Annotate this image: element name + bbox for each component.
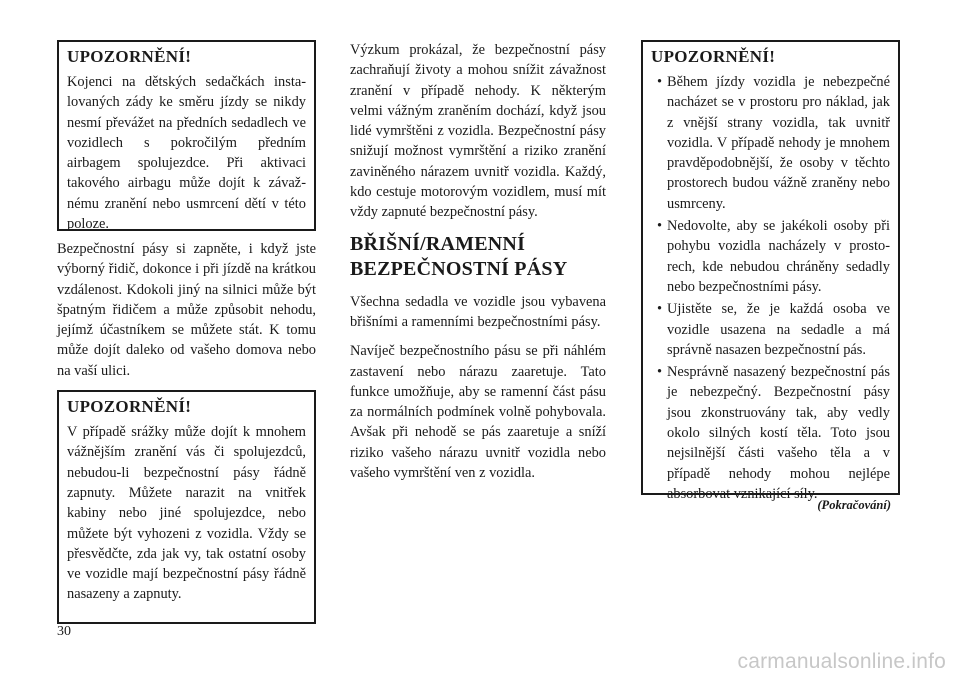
watermark: carmanualsonline.info bbox=[737, 650, 946, 673]
continued-note: (Pokračování) bbox=[817, 498, 891, 512]
section-heading-line1: BŘIŠNÍ/RAMENNÍ bbox=[350, 232, 526, 255]
column-right bbox=[641, 40, 900, 502]
paragraph-retractor: Navíječ bezpečnostního pásu se při náhlém zastavení nebo nárazu zaaretuje. Tato funkce umožňuje, aby se ramenní část pásu za normálních podmínek volně pohybovala. Avšak při nehodě se pás zaaretuje a sníží riziko vašeho nárazu uvnitř vozidla nebo vašeho vymrštění ven z vozidla. bbox=[350, 343, 606, 482]
section-heading bbox=[350, 232, 606, 282]
paragraph-buckle-up: Bezpečnostní pásy si zapněte, i když jste výborný řidič, dokonce i při jízdě na krátkou vzdálenost. Kdokoli jiný na silnici může být špatným řidičem a může způsobit nehodu, jejímž účastníkem se můžete stát. K tomu může dojít daleko od vašeho domova nebo na vaší ulici. bbox=[57, 241, 316, 379]
warning-bullet-list bbox=[651, 72, 890, 504]
bullet-icon: • bbox=[657, 301, 663, 318]
bullet-item: • Nesprávně nasazený bezpečnostní pás je nebezpečný. Bezpečnostní pásy jsou zkonstruovány tak, aby vedly okolo silných kostí těla. Toto jsou nejsilnější části vašeho těla a v případě nehody mohou nejlépe absorbovat vznikající síly. bbox=[657, 364, 890, 502]
warning-box-infant-seat bbox=[57, 40, 316, 231]
warning-text: V případě srážky může dojít k mnohem vážnějším zranění vás či spolujezdců, nebudou-li bezpečnostní pásy řádně zapnuty. Můžete narazit na vnitřek kabiny nebo jiné spolujezdce, nebo můžete být vyhozeni z vozidla. Vždy se přesvědčte, zda jak vy, tak ostatní osoby ve vozidle mají bezpečnostní pásy řádně nasazeny a zapnuty. bbox=[67, 424, 306, 603]
column-middle bbox=[350, 40, 606, 492]
section-heading-line2: BEZPEČNOSTNÍ PÁSY bbox=[350, 257, 568, 280]
paragraph-seat-equipment: Všechna sedadla ve vozidle jsou vybavena břišními a ramenními bezpečnostními pásy. bbox=[350, 293, 606, 330]
page-number: 30 bbox=[57, 624, 71, 639]
bullet-item: • Ujistěte se, že je každá osoba ve vozidle usazena na sedadle a má správně nasazen bezpečnostní pás. bbox=[657, 301, 890, 358]
warning-title: UPOZORNĚNÍ! bbox=[67, 47, 192, 66]
bullet-item: • Nedovolte, aby se jakékoli osoby při pohybu vozidla nacházely v prostorech, kde nebudou chráněny sedadly nebo bezpečnostními pásy. bbox=[657, 218, 890, 295]
warning-title: UPOZORNĚNÍ! bbox=[67, 397, 192, 417]
bullet-icon: • bbox=[657, 74, 663, 90]
warning-box-collision bbox=[57, 390, 316, 624]
warning-text: Kojenci na dětských sedačkách instalovaných zády ke směru jízdy se nikdy nesmí převážet na předních sedadlech ve vozidlech s pokročilým předním airbagem spolujezdce. Při aktivaci takového airbagu může dojít k závažnému zranění nebo usmrcení dětí v této poloze. bbox=[67, 74, 306, 233]
paragraph-research: Výzkum prokázal, že bezpečnostní pásy zachraňují životy a mohou snížit závažnost zranění v případě nehody. K některým velmi vážným zraněním dochází, když jsou lidé vymrštěni z vozidla. Bezpečnostní pásy snižují možnost vymrštění a riziko zranění zaviněného nárazem uvnitř vozidla. Každý, kdo cestuje motorovým vozidlem, musí mít vždy zapnuté bezpečnostní pásy. bbox=[350, 42, 606, 221]
warning-title: UPOZORNĚNÍ! bbox=[651, 47, 776, 66]
bullet-icon: • bbox=[657, 218, 663, 235]
bullet-icon: • bbox=[657, 364, 663, 381]
column-left bbox=[57, 40, 316, 624]
bullet-item: • Během jízdy vozidla je nebezpečné nacházet se v prostoru pro náklad, jak z vnější strany vozidla, tak uvnitř vozidla. V případě nehody je mnohem pravděpodobnější, že osoby v těchto prostorech budou vážně zraněny nebo usmrceny. bbox=[657, 74, 890, 212]
warning-box-cargo bbox=[641, 40, 900, 502]
